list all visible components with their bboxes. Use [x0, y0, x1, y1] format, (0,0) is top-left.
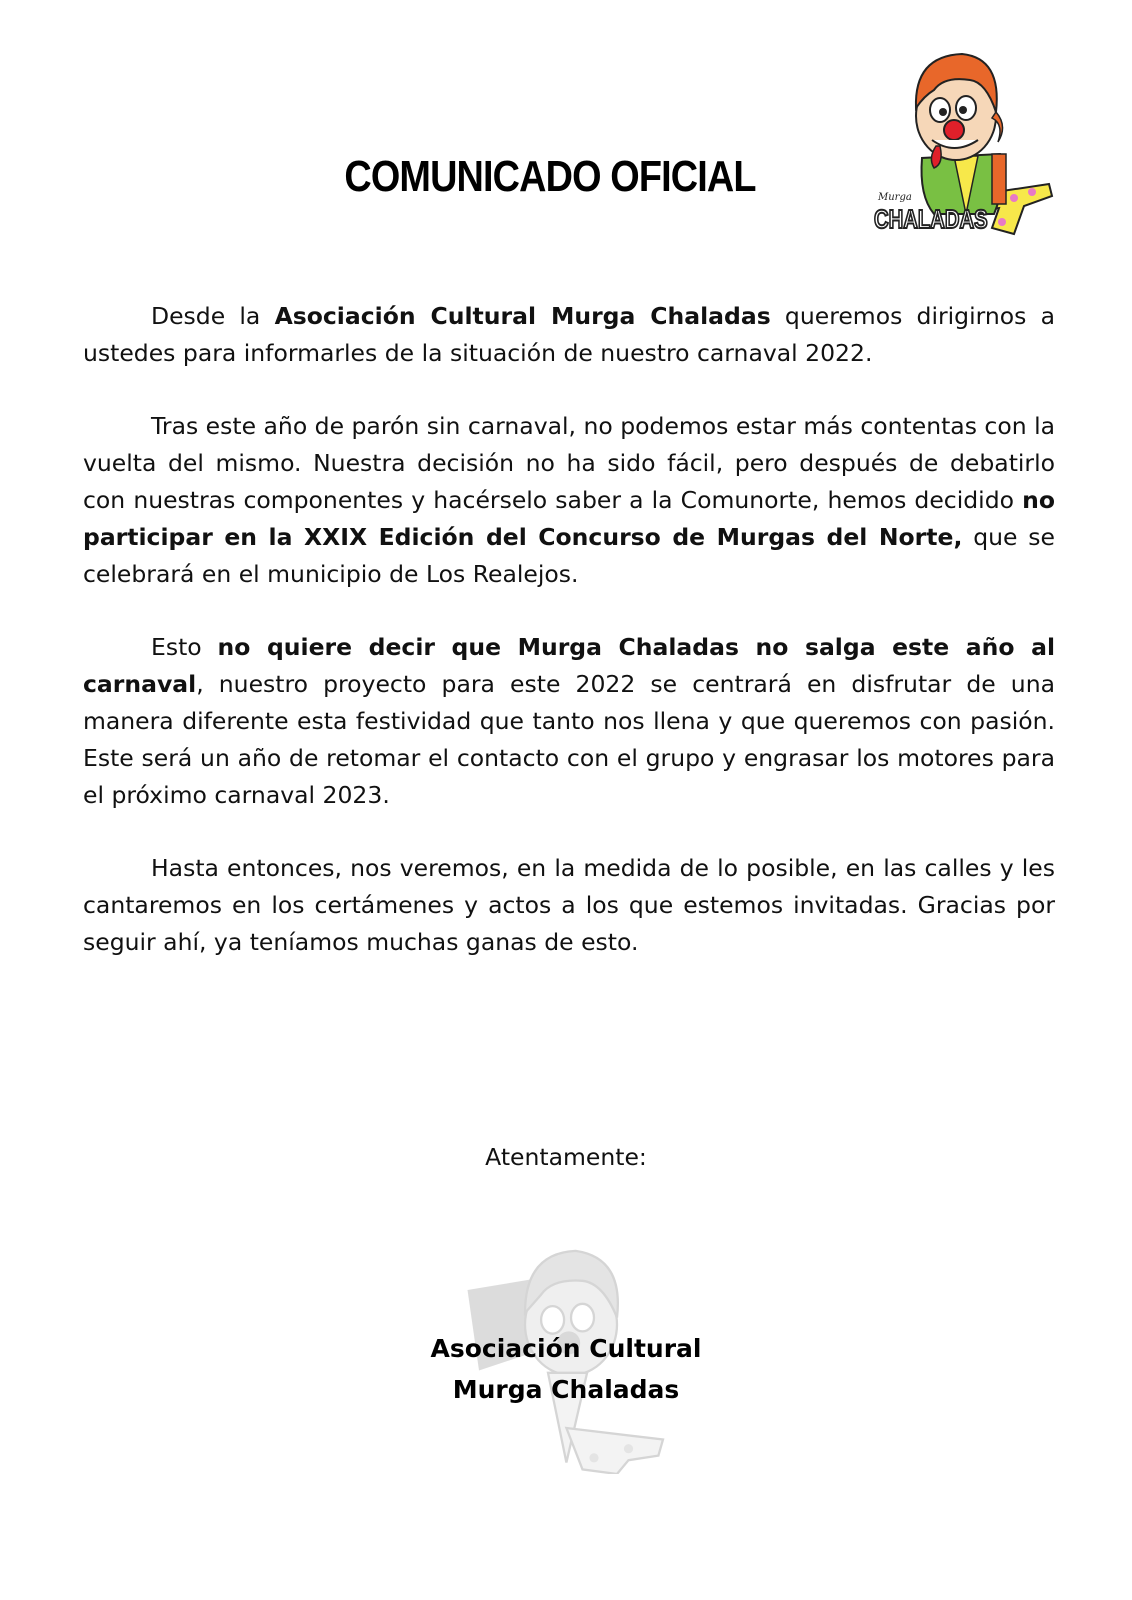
paragraph-2: Tras este año de parón sin carnaval, no podemos estar más contentas con la vuelta del mismo. Nuestra decisión no ha sido fácil, pero después de debatirlo con nuestras componentes y hacérselo saber a la Comunorte, hemos decidido no participar en la XXIX Edición del Concurso de Murgas del Norte, que se celebrará en el municipio de Los Realejos. [83, 412, 1056, 588]
page-title: COMUNICADO OFICIAL [344, 152, 756, 201]
clown-logo-icon [874, 46, 1074, 246]
logo-small-text: Murga [878, 192, 912, 203]
signature-line-1: Asociación Cultural [430, 1334, 702, 1363]
closing-text: Atentamente: [485, 1143, 647, 1171]
paragraph-1: Desde la Asociación Cultural Murga Chaladas queremos dirigirnos a ustedes para informarles de la situación de nuestro carnaval 2022. [83, 302, 1056, 367]
signature-line-2: Murga Chaladas [452, 1375, 680, 1404]
paragraph-3: Esto no quiere decir que Murga Chaladas no salga este año al carnaval, nuestro proyecto para este 2022 se centrará en disfrutar de una manera diferente esta festividad que tanto nos llena y que queremos con pasión. Este será un año de retomar el contacto con el grupo y engrasar los motores para el próximo carnaval 2023. [83, 633, 1055, 809]
signature [0, 1328, 1132, 1410]
paragraph-4: Hasta entonces, nos veremos, en la medida de lo posible, en las calles y les cantaremos en los certámenes y actos a los que estemos invitadas. Gracias por seguir ahí, ya teníamos muchas ganas de esto. [83, 854, 1055, 956]
logo-text: CHALADAS [874, 204, 988, 234]
letter-body [83, 298, 1055, 997]
